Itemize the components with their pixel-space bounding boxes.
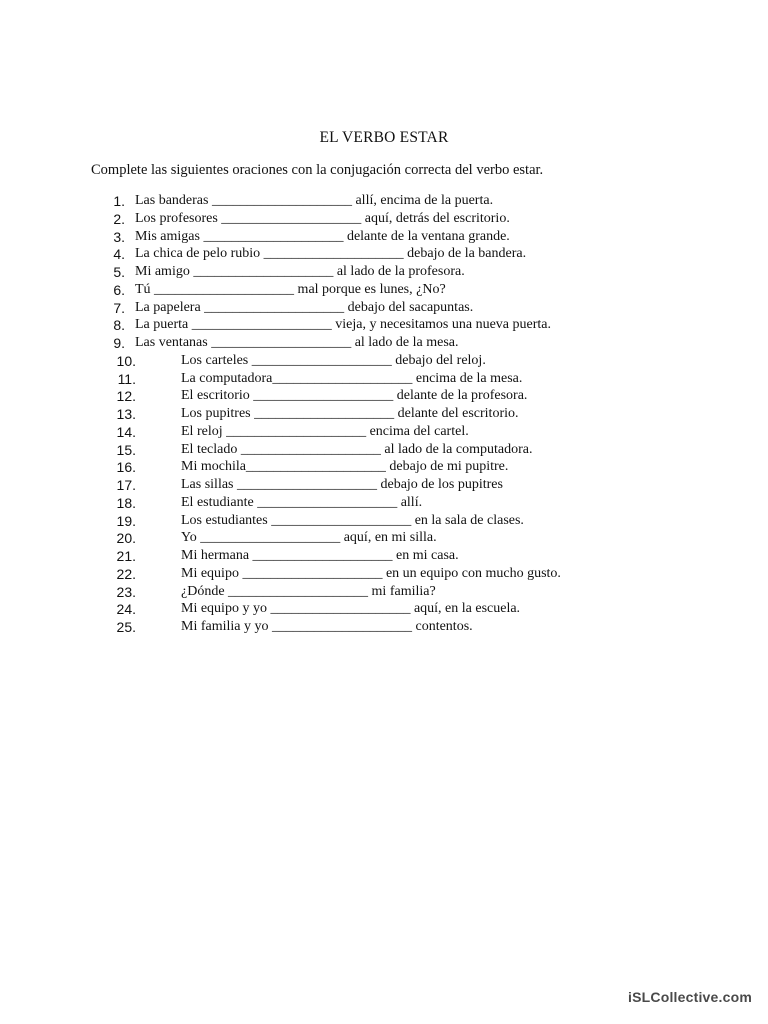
item-sentence: Yo ____________________ aquí, en mi silla. — [181, 530, 437, 546]
item-sentence: Los pupitres ____________________ delante del escritorio. — [181, 406, 519, 421]
exercise-item — [0, 387, 768, 405]
item-number: 14. — [116, 423, 136, 440]
exercise-item — [0, 352, 768, 370]
item-number: 8. — [113, 317, 125, 334]
item-number: 22. — [116, 565, 136, 582]
exercise-item — [0, 458, 768, 476]
exercise-item — [0, 583, 768, 601]
item-number: 16. — [116, 459, 136, 476]
exercise-item — [0, 405, 768, 423]
item-sentence: Los estudiantes ____________________ en la sala de clases. — [181, 512, 524, 528]
item-sentence: La puerta ____________________ vieja, y necesitamos una nueva puerta. — [135, 317, 551, 333]
item-number: 5. — [113, 264, 125, 280]
item-sentence: Mi equipo y yo ____________________ aquí, en la escuela. — [181, 601, 521, 617]
item-sentence: Mi equipo ____________________ en un equipo con mucho gusto. — [181, 565, 561, 581]
item-sentence: Mi amigo ____________________ al lado de la profesora. — [135, 264, 465, 279]
item-sentence: El escritorio ____________________ delante de la profesora. — [181, 388, 528, 404]
item-sentence: Las sillas ____________________ debajo de los pupitres — [181, 477, 503, 492]
item-number: 23. — [116, 583, 136, 600]
item-sentence: Mi mochila____________________ debajo de mi pupitre. — [181, 459, 509, 475]
item-number: 24. — [116, 601, 136, 618]
item-number: 20. — [116, 530, 136, 547]
exercise-item — [0, 529, 768, 547]
item-sentence: Mis amigas ____________________ delante de la ventana grande. — [135, 228, 510, 244]
exercise-item — [0, 316, 768, 334]
worksheet-title: EL VERBO ESTAR — [319, 129, 449, 146]
item-number: 4. — [113, 246, 125, 263]
item-number: 21. — [116, 548, 136, 564]
exercise-item — [0, 600, 768, 618]
exercise-item — [0, 441, 768, 459]
item-sentence: La papelera ____________________ debajo del sacapuntas. — [135, 299, 474, 315]
item-sentence: Las banderas ____________________ allí, encima de la puerta. — [135, 193, 494, 208]
exercise-item — [0, 263, 768, 281]
item-sentence: Mi hermana ____________________ en mi casa. — [181, 548, 459, 563]
watermark-text: iSLCollective.com — [628, 989, 752, 1005]
item-number: 2. — [113, 210, 125, 227]
exercise-item — [0, 192, 768, 210]
exercise-item — [0, 547, 768, 565]
item-sentence: El estudiante ____________________ allí. — [181, 494, 423, 510]
item-number: 17. — [116, 477, 136, 493]
item-sentence: ¿Dónde ____________________ mi familia? — [181, 583, 436, 599]
item-sentence: Las ventanas ____________________ al lado de la mesa. — [135, 335, 459, 350]
item-sentence: Los carteles ____________________ debajo del reloj. — [181, 352, 486, 368]
item-number: 19. — [116, 512, 136, 529]
item-sentence: Los profesores ____________________ aquí, detrás del escritorio. — [135, 210, 510, 226]
exercise-list — [0, 192, 768, 636]
exercise-item — [0, 370, 768, 388]
item-number: 25. — [116, 619, 136, 635]
item-number: 7. — [113, 299, 125, 316]
exercise-item — [0, 299, 768, 317]
exercise-item — [0, 565, 768, 583]
exercise-item — [0, 512, 768, 530]
item-sentence: La computadora____________________ encima de la mesa. — [181, 370, 523, 386]
exercise-item — [0, 618, 768, 636]
item-number: 3. — [113, 228, 125, 245]
exercise-item — [0, 476, 768, 494]
item-number: 1. — [113, 193, 125, 209]
item-number: 11. — [117, 370, 136, 387]
exercise-item — [0, 281, 768, 299]
exercise-item — [0, 228, 768, 246]
exercise-item — [0, 245, 768, 263]
worksheet-instructions: Complete las siguientes oraciones con la conjugación correcta del verbo estar. — [91, 162, 544, 178]
exercise-item — [0, 423, 768, 441]
item-sentence: El reloj ____________________ encima del cartel. — [181, 423, 469, 439]
exercise-item — [0, 210, 768, 228]
item-number: 10. — [116, 352, 136, 369]
item-number: 12. — [116, 388, 136, 405]
exercise-item — [0, 494, 768, 512]
item-number: 6. — [113, 281, 125, 298]
item-sentence: El teclado ____________________ al lado de la computadora. — [181, 441, 533, 457]
item-sentence: La chica de pelo rubio ____________________ debajo de la bandera. — [135, 246, 527, 262]
item-number: 18. — [116, 494, 136, 511]
item-number: 9. — [113, 335, 125, 351]
item-sentence: Tú ____________________ mal porque es lunes, ¿No? — [135, 281, 446, 297]
exercise-item — [0, 334, 768, 352]
item-sentence: Mi familia y yo ____________________ contentos. — [181, 619, 473, 634]
item-number: 13. — [116, 406, 136, 422]
item-number: 15. — [116, 441, 136, 458]
